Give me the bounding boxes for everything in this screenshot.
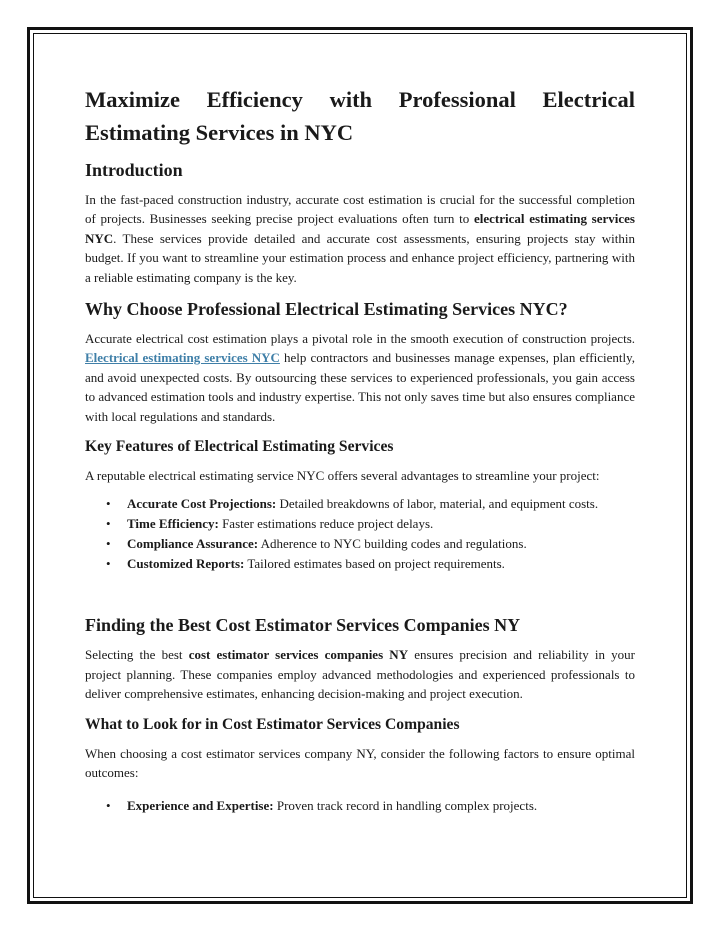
features-list <box>85 494 635 574</box>
list-item: • Time Efficiency: Faster estimations reduce project delays. <box>127 514 635 534</box>
finding-keyword: cost estimator services companies NY <box>188 647 409 663</box>
list-item: • Customized Reports: Tailored estimates based on project requirements. <box>127 554 635 574</box>
section-heading-introduction: Introduction <box>85 160 183 180</box>
features-intro: A reputable electrical estimating service NYC offers several advantages to streamline your project: <box>85 468 600 484</box>
lookfor-list <box>85 796 635 816</box>
intro-paragraph: In the fast-paced construction industry, accurate cost estimation is crucial for the successful completion of projects. Businesses seeking precise project evaluations often turn to electrical estimating services NYC. These services provide detailed and accurate cost assessments, ensuring projects stay within budget. If you want to streamline your estimation process and enhance project efficiency, partnering with a reliable estimating company is the key. <box>85 192 635 285</box>
bullet-icon: • <box>106 556 111 572</box>
list-item: • Accurate Cost Projections: Detailed breakdowns of labor, material, and equipment costs. <box>127 494 635 514</box>
section-heading-key-features: Key Features of Electrical Estimating Services <box>85 438 394 456</box>
why-paragraph: Accurate electrical cost estimation plays a pivotal role in the smooth execution of construction projects. Electrical estimating services NYC help contractors and businesses manage expenses, plan efficiently, and avoid unexpected costs. By outsourcing these services to experienced professionals, you gain access to advanced estimation tools and industry expertise. This not only saves time but also ensures compliance with local regulations and standards. <box>85 331 636 424</box>
bullet-icon: • <box>106 496 111 512</box>
section-heading-what-to-look-for: What to Look for in Cost Estimator Services Companies <box>85 715 460 733</box>
document-body <box>85 83 635 816</box>
lookfor-intro: When choosing a cost estimator services company NY, consider the following factors to ensure optimal outcomes: <box>85 745 635 781</box>
bullet-icon: • <box>106 536 111 552</box>
intro-keyword: electrical estimating services NYC <box>85 211 635 246</box>
electrical-estimating-link[interactable]: Electrical estimating services NYC <box>85 350 280 366</box>
list-item: • Experience and Expertise: Proven track record in handling complex projects. <box>127 796 635 816</box>
spacer <box>85 574 635 604</box>
list-item: • Compliance Assurance: Adherence to NYC building codes and regulations. <box>127 534 635 554</box>
section-heading-why-choose: Why Choose Professional Electrical Estimating Services NYC? <box>85 299 568 320</box>
bullet-icon: • <box>106 797 111 813</box>
document-title: Maximize Efficiency with Professional Electrical Estimating Services in NYC <box>85 87 635 145</box>
finding-paragraph: Selecting the best cost estimator services companies NY ensures precision and reliability in your project planning. These companies employ advanced methodologies and experienced professionals to deliver comprehensive estimates, enhancing decision-making and project execution. <box>85 647 635 702</box>
bullet-icon: • <box>106 516 111 532</box>
section-heading-finding-best: Finding the Best Cost Estimator Services Companies NY <box>85 615 521 636</box>
